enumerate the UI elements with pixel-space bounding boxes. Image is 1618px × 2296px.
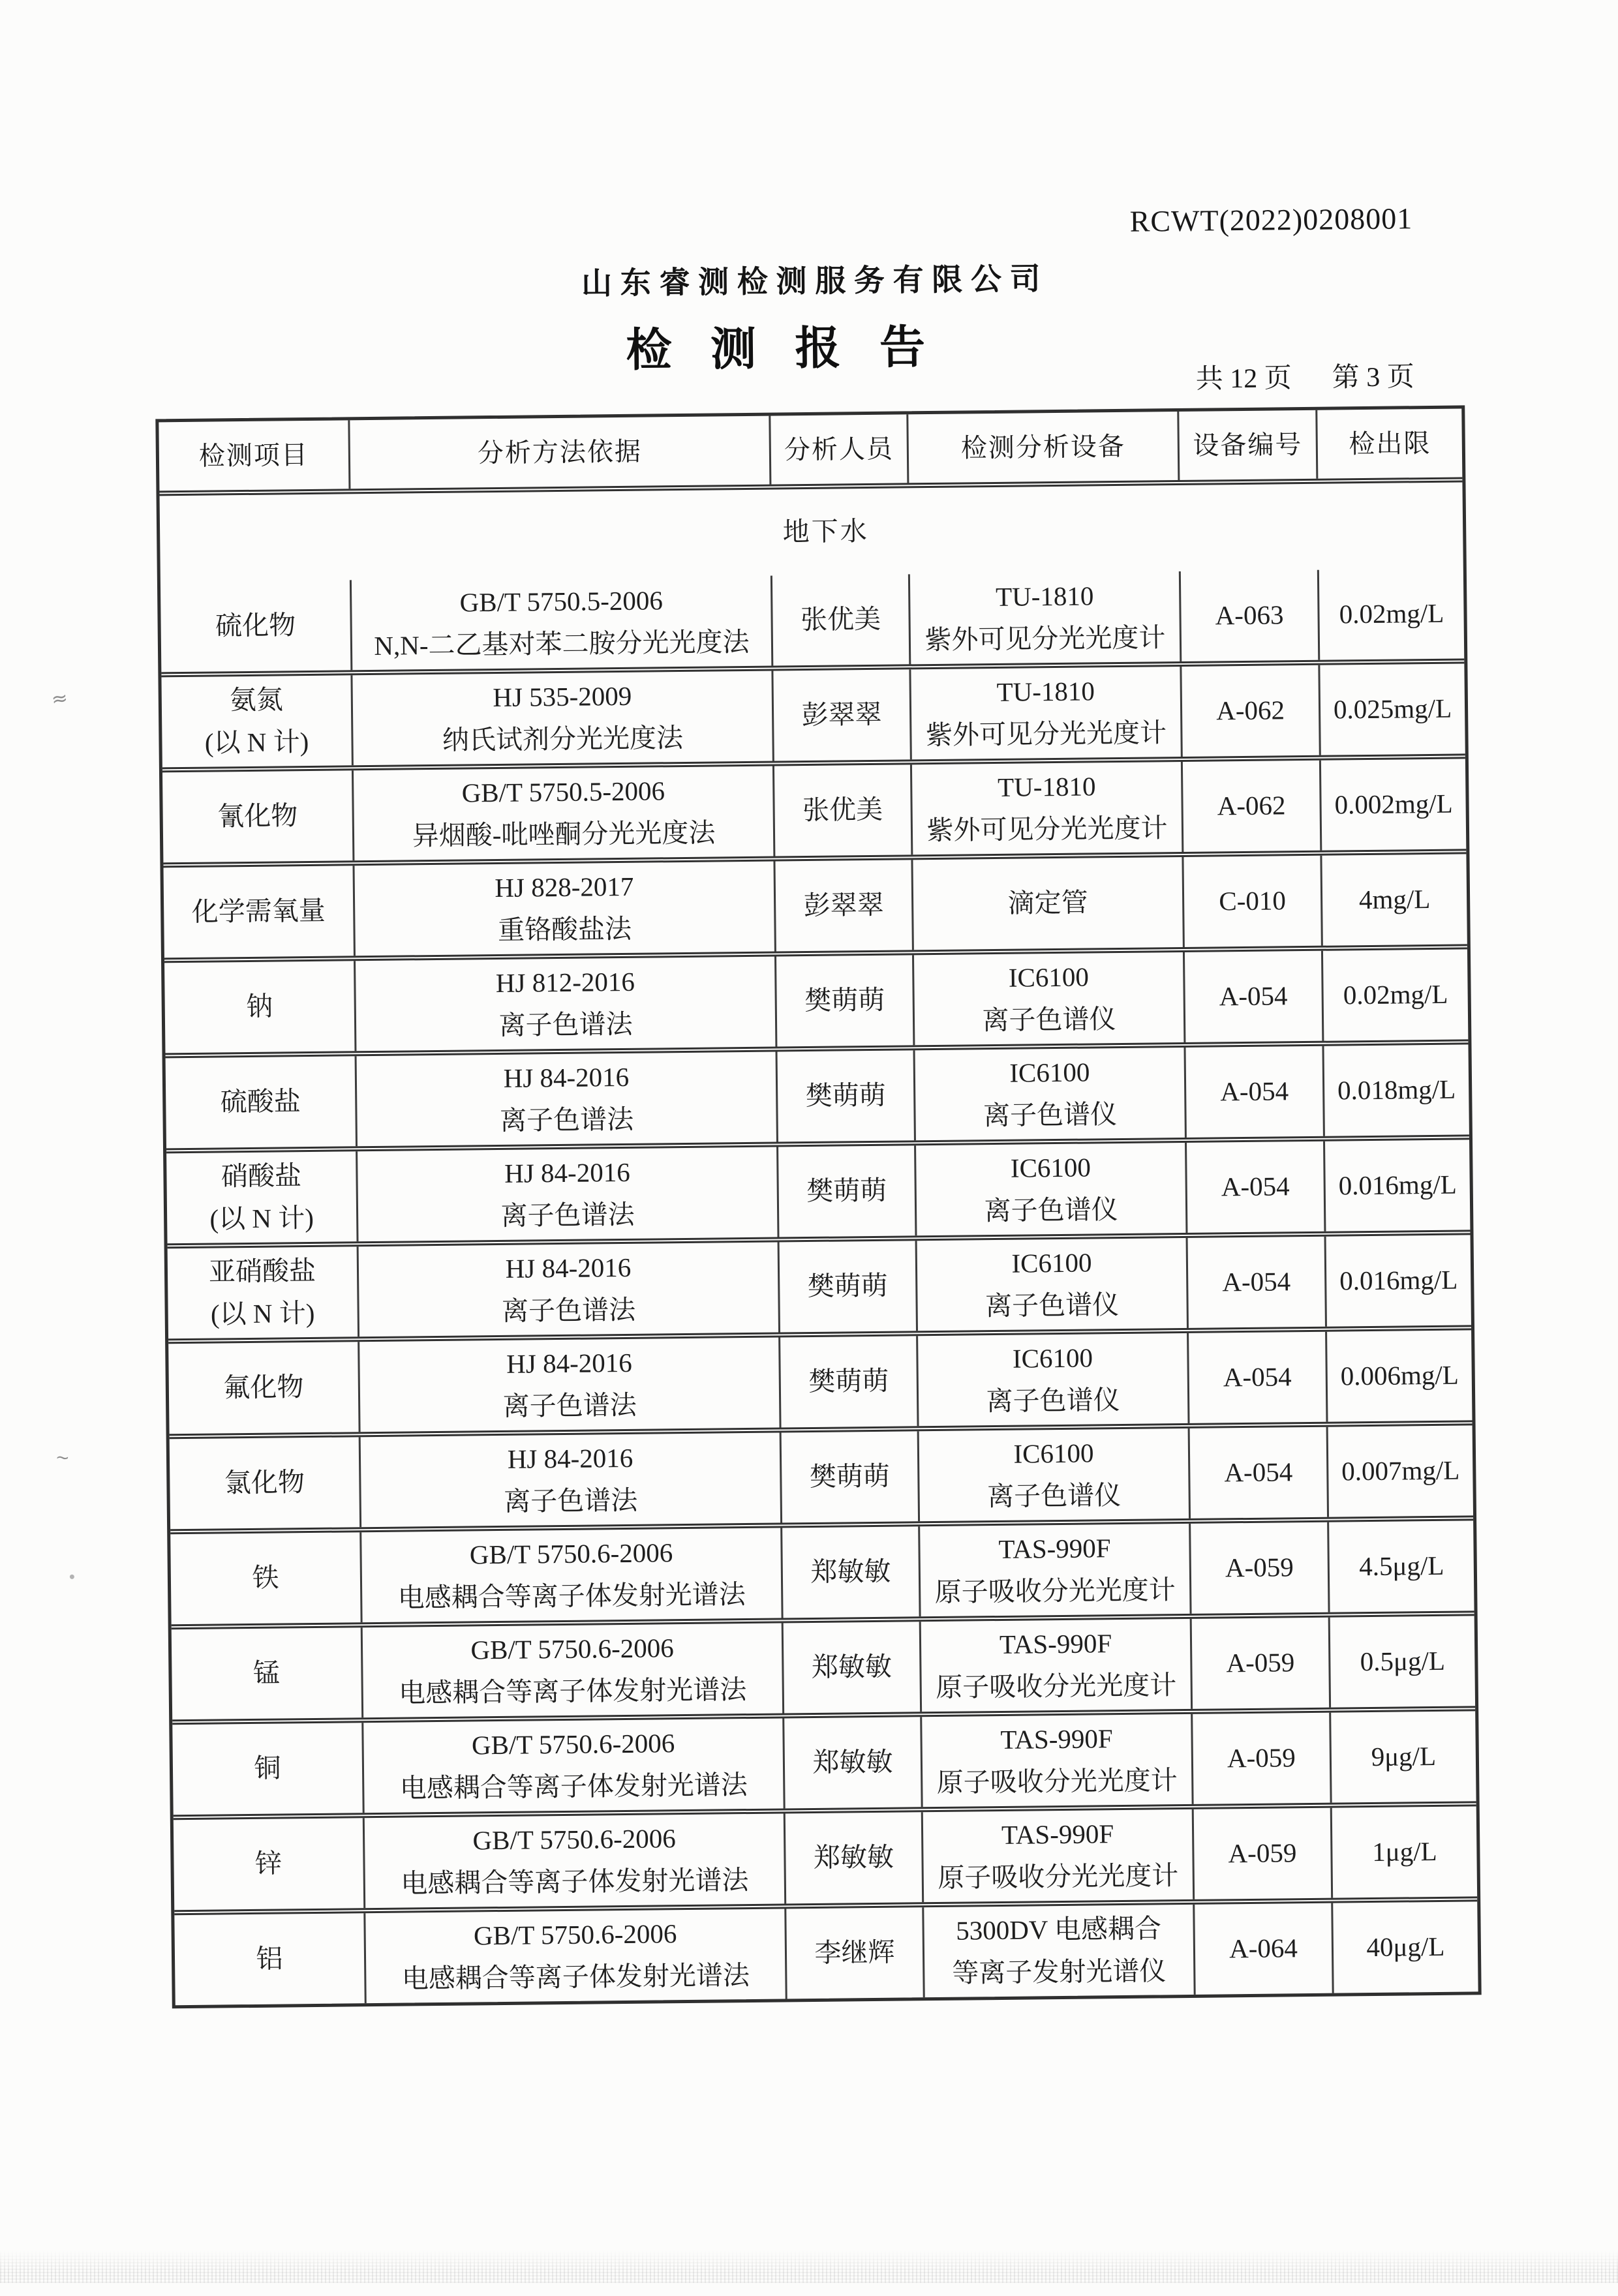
cell-analyst: 彭翠翠 [773, 860, 911, 951]
cell-equipment-no: A-054 [1185, 1141, 1324, 1233]
cell-method: HJ 84-2016 离子色谱法 [355, 1052, 776, 1147]
cell-equipment-no: A-054 [1183, 1046, 1322, 1138]
page-title: 检 测 报 告 [626, 322, 939, 376]
cell-item: 锰 [252, 1657, 281, 1689]
cell-item: 化学需氧量 [191, 896, 326, 928]
cell-method: HJ 84-2016 离子色谱法 [356, 1147, 777, 1242]
cell-equipment: IC6100 离子色谱仪 [914, 1143, 1185, 1235]
cell-item: 氰化物 [217, 800, 298, 832]
cell-equipment-no: A-054 [1187, 1332, 1326, 1423]
header-equipment-no: 设备编号 [1177, 410, 1316, 480]
cell-equipment: TU-1810 紫外可见分光光度计 [910, 762, 1182, 854]
cell-method: HJ 84-2016 离子色谱法 [359, 1432, 780, 1527]
cell-equipment: IC6100 离子色谱仪 [912, 952, 1183, 1045]
cell-equipment: IC6100 离子色谱仪 [915, 1238, 1187, 1331]
header-detection-limit: 检出限 [1315, 408, 1462, 478]
cell-item: 铝 [256, 1943, 283, 1974]
cell-equipment-no: A-059 [1191, 1713, 1330, 1804]
header-test-item: 检测项目 [198, 440, 309, 471]
cell-item: 硝酸盐 (以 N 计) [209, 1160, 314, 1234]
cell-detection-limit: 0.025mg/L [1318, 663, 1465, 755]
table-header-row [159, 408, 1462, 491]
cell-equipment-no: A-064 [1193, 1903, 1332, 1995]
cell-equipment: TAS-990F 原子吸收分光光度计 [921, 1809, 1193, 1902]
cell-item: 硫化物 [215, 610, 296, 641]
table-row [170, 1515, 1474, 1624]
cell-item: 氨氮 (以 N 计) [204, 684, 309, 758]
header-analyst: 分析人员 [769, 414, 907, 484]
cell-equipment-no: A-059 [1192, 1808, 1331, 1899]
cell-analyst: 张优美 [772, 764, 911, 856]
cell-analyst: 郑敏敏 [782, 1622, 920, 1713]
table-body [160, 568, 1478, 2005]
cell-analyst: 郑敏敏 [780, 1526, 919, 1618]
scan-artifact-mark: ∼ [54, 1447, 71, 1468]
cell-equipment: TAS-990F 原子吸收分光光度计 [920, 1714, 1191, 1807]
cell-item: 氟化物 [223, 1372, 304, 1403]
cell-equipment-no: A-059 [1190, 1618, 1329, 1709]
cell-detection-limit: 0.016mg/L [1324, 1235, 1471, 1326]
page-current: 第 3 页 [1332, 362, 1414, 393]
table-row [165, 1039, 1469, 1148]
cell-equipment-no: A-054 [1186, 1237, 1325, 1328]
cell-method: GB/T 5750.6-2006 电感耦合等离子体发射光谱法 [359, 1528, 781, 1622]
cell-analyst: 樊萌萌 [778, 1241, 916, 1332]
cell-item: 钠 [246, 991, 273, 1022]
cell-method: HJ 84-2016 离子色谱法 [357, 1243, 778, 1337]
cell-method: HJ 84-2016 离子色谱法 [358, 1338, 779, 1432]
cell-detection-limit: 4.5μg/L [1327, 1520, 1474, 1612]
cell-analyst: 郑敏敏 [782, 1717, 921, 1808]
table-row [164, 944, 1468, 1053]
cell-analyst: 樊萌萌 [778, 1336, 917, 1427]
scan-artifact-dot [70, 1575, 74, 1579]
table-row [160, 568, 1464, 672]
cell-item: 亚硝酸盐 (以 N 计) [208, 1255, 316, 1329]
cell-analyst: 樊萌萌 [780, 1431, 918, 1522]
cell-method: GB/T 5750.6-2006 电感耦合等离子体发射光谱法 [363, 1909, 785, 2003]
table-row [168, 1325, 1472, 1434]
company-name: 山东睿测检测服务有限公司 [581, 262, 1049, 301]
header-method-basis: 分析方法依据 [348, 416, 769, 489]
cell-analyst: 樊萌萌 [776, 1050, 914, 1141]
cell-analyst: 郑敏敏 [784, 1812, 922, 1903]
cell-item: 锌 [254, 1848, 282, 1879]
cell-equipment-no: A-062 [1181, 761, 1320, 852]
table-row [174, 1801, 1477, 1910]
table-row [161, 658, 1465, 767]
cell-method: GB/T 5750.6-2006 电感耦合等离子体发射光谱法 [361, 1718, 783, 1813]
cell-equipment: 滴定管 [911, 857, 1182, 950]
pages-total: 共 12 页 [1195, 363, 1292, 395]
section-title: 地下水 [782, 516, 869, 547]
table-row [172, 1706, 1476, 1815]
cell-detection-limit: 1μg/L [1330, 1806, 1477, 1897]
cell-item: 铜 [254, 1753, 281, 1784]
cell-detection-limit: 4mg/L [1320, 854, 1467, 945]
header-equipment: 检测分析设备 [906, 412, 1178, 483]
cell-analyst: 李继辉 [784, 1907, 923, 1999]
cell-detection-limit: 0.006mg/L [1325, 1330, 1472, 1421]
cell-analyst: 彭翠翠 [771, 669, 909, 761]
page-info [1195, 355, 1414, 397]
cell-detection-limit: 40μg/L [1331, 1901, 1478, 1993]
cell-equipment: TU-1810 紫外可见分光光度计 [909, 667, 1180, 759]
cell-equipment: 5300DV 电感耦合 等离子发射光谱仪 [922, 1905, 1193, 1997]
cell-analyst: 张优美 [771, 574, 909, 665]
cell-detection-limit: 0.02mg/L [1317, 568, 1464, 659]
scan-noise-band [0, 2250, 1618, 2283]
cell-equipment-no: A-063 [1179, 570, 1318, 661]
cell-equipment: TAS-990F 原子吸收分光光度计 [919, 1619, 1191, 1712]
cell-method: GB/T 5750.6-2006 电感耦合等离子体发射光谱法 [363, 1813, 784, 1908]
cell-method: HJ 828-2017 重铬酸盐法 [352, 862, 774, 956]
cell-detection-limit: 0.002mg/L [1319, 759, 1466, 850]
cell-equipment: IC6100 离子色谱仪 [917, 1428, 1189, 1521]
table-row [170, 1420, 1473, 1529]
cell-detection-limit: 0.018mg/L [1322, 1044, 1469, 1136]
table-row [163, 849, 1467, 958]
cell-equipment-no: C-010 [1182, 856, 1320, 947]
cell-equipment-no: A-054 [1183, 951, 1322, 1042]
cell-item: 硫酸盐 [220, 1086, 301, 1117]
table-row [166, 1134, 1470, 1243]
cell-method: GB/T 5750.5-2006 异烟酸-吡唑酮分光光度法 [352, 766, 773, 861]
cell-equipment: TU-1810 紫外可见分光光度计 [908, 571, 1180, 664]
section-row [159, 477, 1463, 582]
table-row [172, 1610, 1475, 1719]
cell-equipment: IC6100 离子色谱仪 [913, 1048, 1185, 1140]
table-row [174, 1896, 1478, 2005]
cell-item: 氯化物 [224, 1467, 305, 1498]
report-number: RCWT(2022)0208001 [1129, 202, 1413, 238]
cell-detection-limit: 0.5μg/L [1328, 1616, 1475, 1707]
cell-equipment: IC6100 离子色谱仪 [916, 1333, 1187, 1426]
table-row [162, 753, 1466, 862]
cell-detection-limit: 0.007mg/L [1326, 1425, 1473, 1517]
cell-analyst: 樊萌萌 [774, 955, 913, 1046]
cell-detection-limit: 0.016mg/L [1323, 1140, 1470, 1231]
cell-method: GB/T 5750.5-2006 N,N-二乙基对苯二胺分光光度法 [350, 576, 771, 671]
cell-detection-limit: 0.02mg/L [1321, 949, 1468, 1040]
cell-equipment-no: A-062 [1180, 665, 1319, 757]
cell-method: GB/T 5750.6-2006 电感耦合等离子体发射光谱法 [361, 1623, 782, 1717]
cell-equipment: TAS-990F 原子吸收分光光度计 [918, 1524, 1189, 1616]
cell-method: HJ 812-2016 离子色谱法 [354, 957, 775, 1051]
cell-equipment-no: A-059 [1189, 1522, 1328, 1614]
results-table [155, 405, 1481, 2008]
cell-detection-limit: 9μg/L [1329, 1711, 1476, 1802]
cell-equipment-no: A-054 [1188, 1427, 1327, 1518]
cell-analyst: 樊萌萌 [776, 1145, 915, 1237]
cell-method: HJ 535-2009 纳氏试剂分光光度法 [350, 671, 772, 766]
scan-artifact-mark: ≈ [50, 686, 70, 712]
cell-item: 铁 [252, 1562, 279, 1594]
table-row [168, 1230, 1471, 1338]
